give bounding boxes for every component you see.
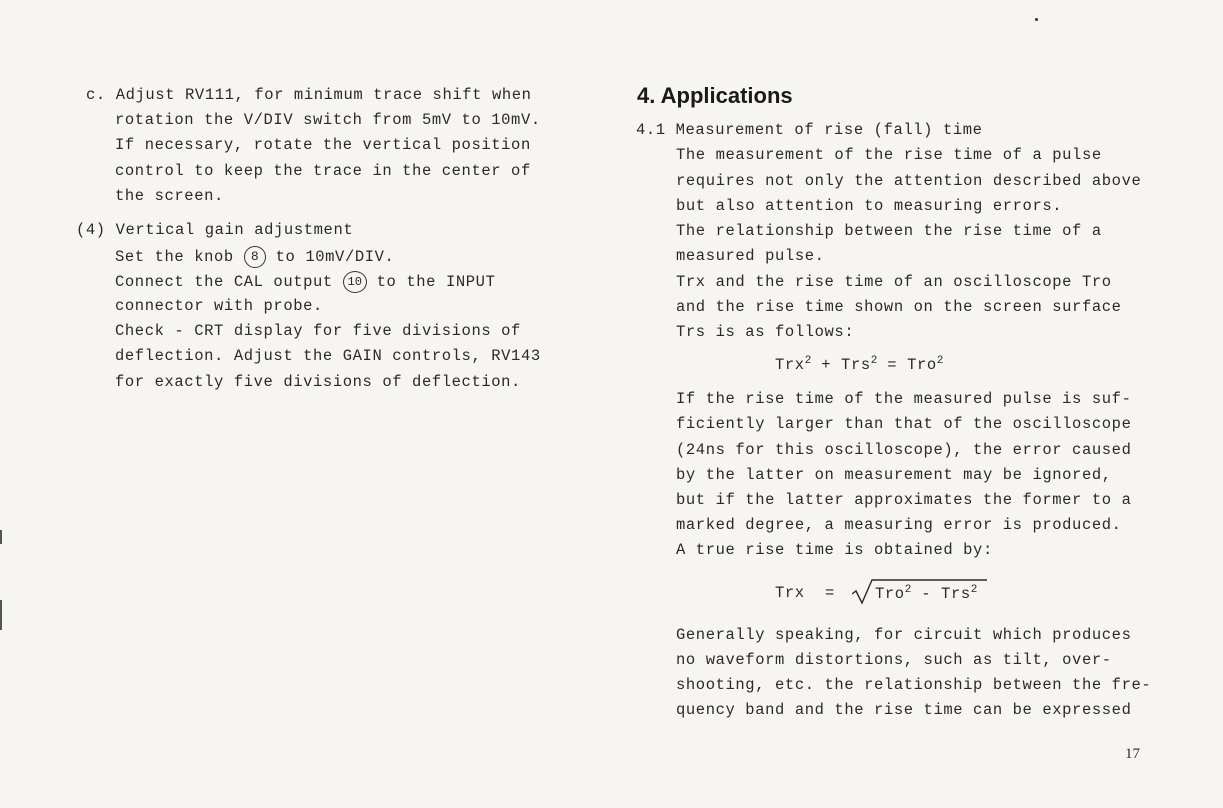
- left-text-line: deflection. Adjust the GAIN controls, RV143: [115, 347, 541, 365]
- left-text-line: the screen.: [115, 187, 224, 205]
- left-text-segment: Set the knob: [115, 248, 234, 267]
- body-line: If the rise time of the measured pulse is suf-: [676, 390, 1132, 408]
- cal-output-10-marker: 10: [343, 271, 367, 293]
- eq-term: = Tro: [887, 356, 937, 374]
- body-line: Generally speaking, for circuit which produces: [676, 626, 1132, 644]
- left-text-line: c. Adjust RV111, for minimum trace shift when: [86, 86, 532, 104]
- eq-term: - Trs: [921, 585, 971, 603]
- equation-equals: =: [825, 584, 835, 602]
- body-line: shooting, etc. the relationship between the fre-: [676, 676, 1152, 694]
- knob-8-marker: 8: [244, 246, 266, 268]
- body-line: The measurement of the rise time of a pulse: [676, 146, 1102, 164]
- section-heading: 4. Applications: [637, 83, 793, 108]
- body-line: but also attention to measuring errors.: [676, 197, 1063, 215]
- left-text-line: rotation the V/DIV switch from 5mV to 10mV.: [115, 111, 541, 129]
- subsection-title: 4.1 Measurement of rise (fall) time: [636, 121, 983, 139]
- left-text-line: control to keep the trace in the center of: [115, 162, 531, 180]
- page-number: 17: [1125, 746, 1140, 762]
- eq-term: + Trs: [821, 356, 871, 374]
- equation-radicand: [875, 584, 977, 603]
- body-line: Trx and the rise time of an oscilloscope Tro: [676, 273, 1112, 291]
- equation-rise-time-sum: [775, 355, 943, 374]
- left-text-line: Check - CRT display for five divisions of: [115, 322, 521, 340]
- left-text-segment: Connect the CAL output: [115, 273, 333, 292]
- scan-edge-mark: [0, 530, 2, 544]
- left-text-segment: to the INPUT: [376, 273, 496, 292]
- body-line: The relationship between the rise time of a: [676, 222, 1102, 240]
- body-line: but if the latter approximates the former to a: [676, 491, 1132, 509]
- body-line: requires not only the attention described above: [676, 172, 1142, 190]
- left-text-line: connector with probe.: [115, 297, 323, 315]
- scan-speck: [1035, 18, 1038, 21]
- eq-exponent: 2: [970, 584, 978, 596]
- body-line: no waveform distortions, such as tilt, over-: [676, 651, 1112, 669]
- knob-instruction: [115, 246, 394, 268]
- left-text-line: If necessary, rotate the vertical position: [115, 136, 531, 154]
- body-line: marked degree, a measuring error is produced.: [676, 516, 1122, 534]
- eq-exponent: 2: [804, 355, 812, 367]
- cal-instruction: [115, 271, 495, 293]
- left-text-segment: to 10mV/DIV.: [275, 248, 395, 267]
- eq-term: Trx: [775, 584, 805, 602]
- eq-exponent: 2: [936, 355, 944, 367]
- subsection-title: (4) Vertical gain adjustment: [76, 221, 354, 239]
- eq-exponent: 2: [904, 584, 912, 596]
- body-line: (24ns for this oscilloscope), the error caused: [676, 441, 1132, 459]
- left-text-line: for exactly five divisions of deflection.: [115, 373, 521, 391]
- body-line: by the latter on measurement may be ignored,: [676, 466, 1112, 484]
- body-line: and the rise time shown on the screen surface: [676, 298, 1122, 316]
- eq-exponent: 2: [870, 355, 878, 367]
- body-line: ficiently larger than that of the oscilloscope: [676, 415, 1132, 433]
- eq-term: Trx: [775, 356, 805, 374]
- body-line: measured pulse.: [676, 247, 825, 265]
- body-line: quency band and the rise time can be expressed: [676, 701, 1132, 719]
- body-line: A true rise time is obtained by:: [676, 541, 993, 559]
- equation-lhs: [775, 584, 805, 602]
- eq-term: Tro: [875, 585, 905, 603]
- scan-edge-mark: [0, 600, 2, 630]
- body-line: Trs is as follows:: [676, 323, 855, 341]
